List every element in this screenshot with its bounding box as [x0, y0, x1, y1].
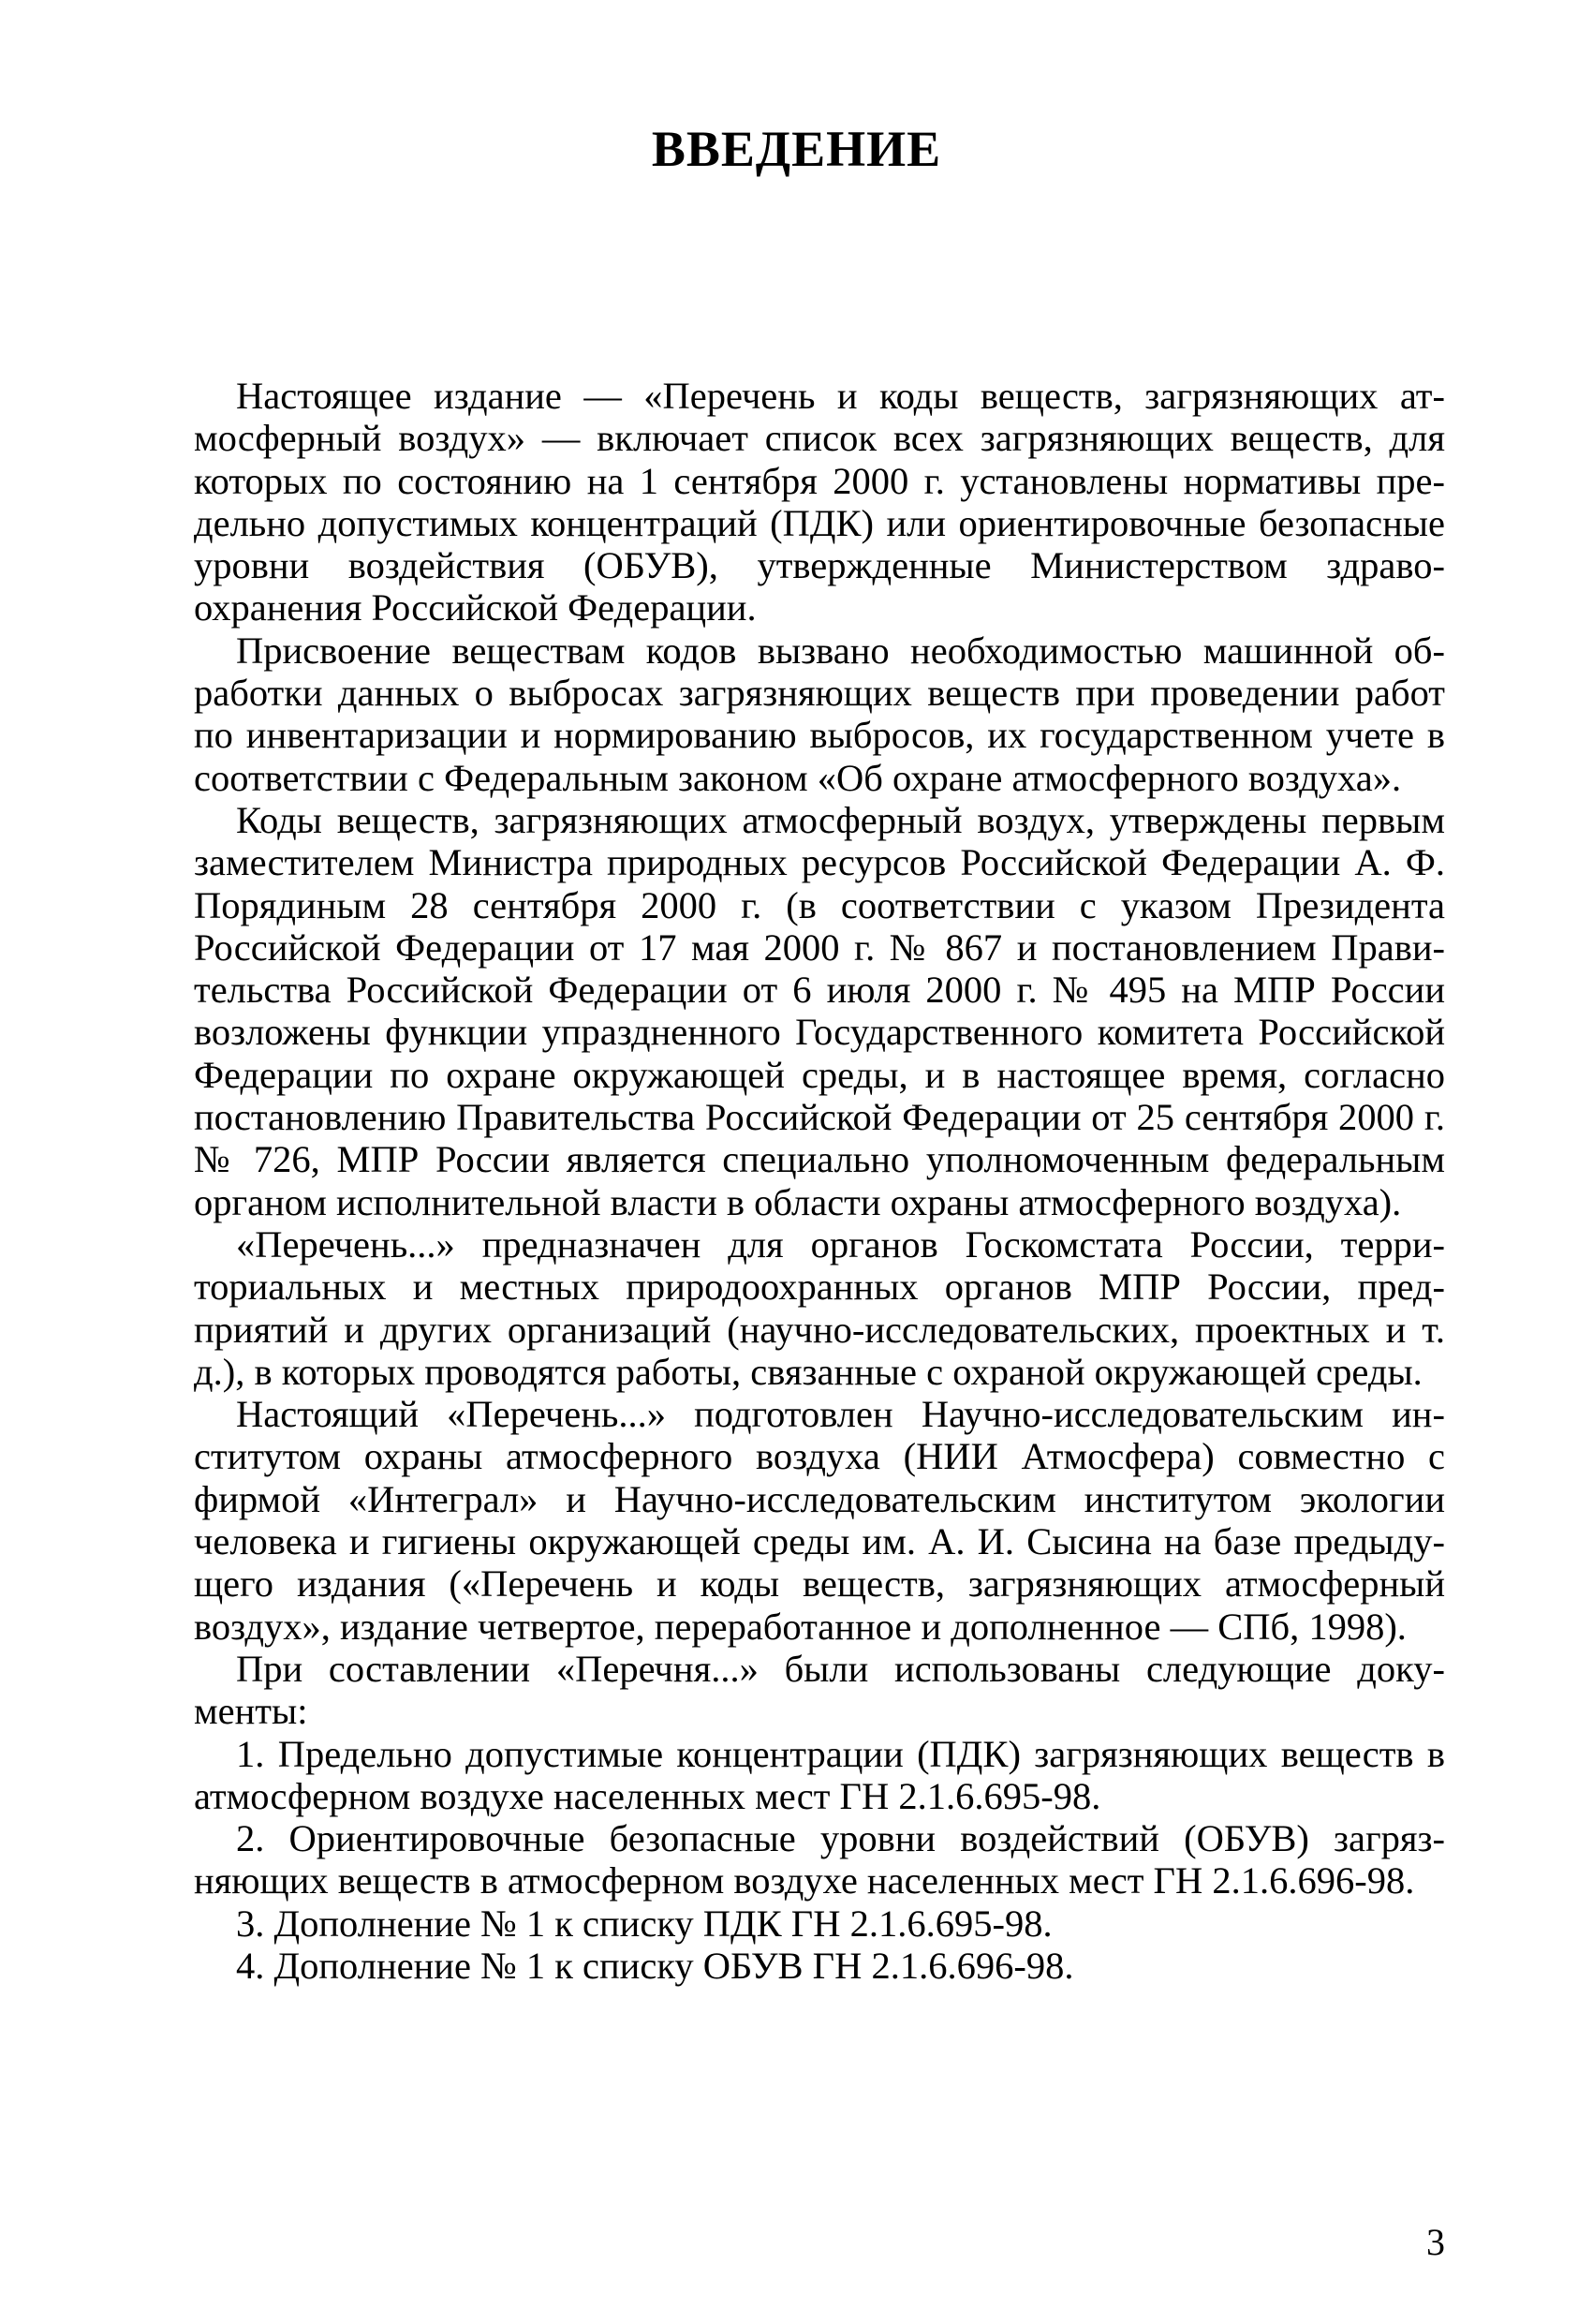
page-number: 3	[1426, 2221, 1445, 2263]
document-body	[194, 375, 1445, 1987]
paragraph: Коды веществ, загрязняющих атмосферный воздух, утверждены первым заместителем Министра природных ресурсов Российской Федерации А. Ф. Порядиным 28 сентября 2000 г. (в соответствии с указом Президента Российской Федерации от 17 мая 2000 г. № 867 и постановлением Правительства Российской Федерации от 6 июля 2000 г. № 495 на МПР России возложены функции упраздненного Государственного комитета Российской Федерации по охране окружающей среды, и в настоящее время, согласно постановлению Правительства Российской Федерации от 25 сентября 2000 г. № 726, МПР России является специально уполномоченным федеральным органом исполнительной власти в области охраны атмосферного воздуха).	[194, 798, 1445, 1223]
paragraph: Присвоение веществам кодов вызвано необходимостью машинной обработки данных о выбросах загрязняющих веществ при проведении работ по инвентаризации и нормированию выбросов, их государственном учете в соответствии с Федеральным законом «Об охране атмосферного воздуха».	[194, 629, 1445, 799]
paragraph: Настоящее издание — «Перечень и коды веществ, загрязняющих атмосферный воздух» — включает список всех загрязняющих веществ, для которых по состоянию на 1 сентября 2000 г. установлены нормативы предельно допустимых концентраций (ПДК) или ориентировочные безопасные уровни воздействия (ОБУВ), утвержденные Министерством здравоохранения Российской Федерации.	[194, 375, 1445, 629]
paragraph: «Перечень...» предназначен для органов Госкомстата России, территориальных и местных природоохранных органов МПР России, предприятий и других организаций (научно-исследовательских, проектных и т. д.), в которых проводятся работы, связанные с охраной окружающей среды.	[194, 1222, 1445, 1393]
list-item: 3. Дополнение № 1 к списку ПДК ГН 2.1.6.695-98.	[236, 1902, 1053, 1945]
list-item: 2. Ориентировочные безопасные уровни воздействий (ОБУВ) загрязняющих веществ в атмосферном воздухе населенных мест ГН 2.1.6.696-98.	[194, 1817, 1445, 1902]
list-item: 4. Дополнение № 1 к списку ОБУВ ГН 2.1.6.696-98.	[236, 1944, 1074, 1987]
list-item: 1. Предельно допустимые концентрации (ПДК) загрязняющих веществ в атмосферном воздухе населенных мест ГН 2.1.6.695-98.	[194, 1732, 1445, 1817]
page-title: ВВЕДЕНИЕ	[651, 121, 942, 177]
paragraph: Настоящий «Перечень...» подготовлен Научно-исследовательским институтом охраны атмосферного воздуха (НИИ Атмосфера) совместно с фирмой «Интеграл» и Научно-исследовательским институтом экологии человека и гигиены окружающей среды им. А. И. Сысина на базе предыдущего издания («Перечень и коды веществ, загрязняющих атмосферный воздух», издание четвертое, переработанное и дополненное — СПб, 1998).	[194, 1393, 1445, 1648]
paragraph: При составлении «Перечня...» были использованы следующие документы:	[194, 1647, 1445, 1733]
